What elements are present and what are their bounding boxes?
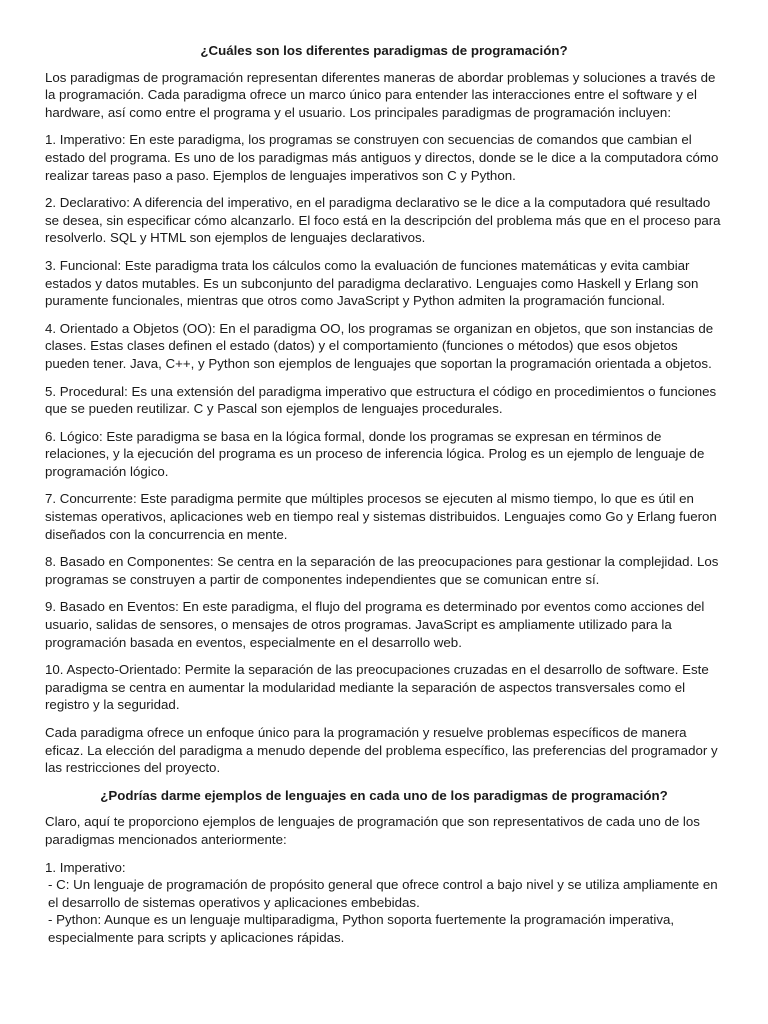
language-example-c: - C: Un lenguaje de programación de propósito general que ofrece control a bajo nivel y se utiliza ampliamente en el desarrollo de sistemas operativos y aplicaciones embebidas.: [48, 877, 718, 910]
paradigm-item-eventos: 9. Basado en Eventos: En este paradigma, el flujo del programa es determinado por eventos como acciones del usuario, salidas de sensores, o mensajes de otros programas. JavaScript es ampliamente utilizado para la programación basada en eventos, especialmente en el desarrollo web.: [45, 599, 705, 650]
paradigm-item-procedural: 5. Procedural: Es una extensión del paradigma imperativo que estructura el código en procedimientos o funciones que se pueden reutilizar. C y Pascal son ejemplos de lenguajes procedurales.: [45, 383, 717, 417]
language-example-python: - Python: Aunque es un lenguaje multiparadigma, Python soporta fuertemente la programación imperativa, especialmente para scripts y aplicaciones rápidas.: [48, 912, 675, 945]
language-group-heading: 1. Imperativo:: [45, 859, 126, 875]
section-1-intro: Los paradigmas de programación representan diferentes maneras de abordar problemas y soluciones a través de la programación. Cada paradigma ofrece un marco único para entender las interacciones entre el software y el hardware, así como entre el programa y el usuario. Los principales paradigmas de programación incluyen:: [45, 69, 716, 120]
paradigm-item-aspectos: 10. Aspecto-Orientado: Permite la separación de las preocupaciones cruzadas en el desarrollo de software. Este paradigma se centra en aumentar la modularidad mediante la separación de aspectos transversales como el registro y la seguridad.: [45, 662, 709, 713]
paradigm-item-funcional: 3. Funcional: Este paradigma trata los cálculos como la evaluación de funciones matemáticas y evita cambiar estados y datos mutables. Es un subconjunto del paradigma declarativo. Lenguajes como Haskell y Erlang son puramente funcionales, mientras que otros como JavaScript y Python admiten la programación funcional.: [45, 257, 699, 309]
paradigm-item-orientado-objetos: 4. Orientado a Objetos (OO): En el paradigma OO, los programas se organizan en objetos, que son instancias de clases. Estas clases definen el estado (datos) y el comportamiento (funciones o métodos) que esos objetos pueden tener. Java, C++, y Python son ejemplos de lenguajes que soportan la programación orientada a objetos.: [45, 320, 714, 371]
section-1-conclusion: Cada paradigma ofrece un enfoque único para la programación y resuelve problemas específicos de manera eficaz. La elección del paradigma a menudo depende del problema específico, las preferencias del programador y las restricciones del proyecto.: [45, 725, 718, 776]
paradigm-item-logico: 6. Lógico: Este paradigma se basa en la lógica formal, donde los programas se expresan en términos de relaciones, y la ejecución del programa es un proceso de inferencia lógica. Prolog es un ejemplo de lenguaje de programación lógico.: [45, 428, 705, 479]
paradigm-item-concurrente: 7. Concurrente: Este paradigma permite que múltiples procesos se ejecuten al mismo tiempo, lo que es útil en sistemas operativos, aplicaciones web en tiempo real y sistemas distribuidos. Lenguajes como Go y Erlang fueron diseñados con la concurrencia en mente.: [45, 491, 717, 542]
paradigm-item-declarativo: 2. Declarativo: A diferencia del imperativo, en el paradigma declarativo se le dice a la computadora qué resultado se desea, sin especificar cómo alcanzarlo. El foco está en la descripción del problema más que en el proceso para resolverlo. SQL y HTML son ejemplos de lenguajes declarativos.: [45, 195, 721, 246]
section-2-intro: Claro, aquí te proporciono ejemplos de lenguajes de programación que son representativos de cada uno de los paradigmas mencionados anteriormente:: [45, 814, 700, 847]
paradigm-item-imperativo: 1. Imperativo: En este paradigma, los programas se construyen con secuencias de comandos que cambian el estado del programa. Es uno de los paradigmas más antiguos y directos, donde se le dice a la computadora cómo realizar tareas paso a paso. Ejemplos de lenguajes imperativos son C y Python.: [45, 132, 719, 183]
section-2-heading: ¿Podrías darme ejemplos de lenguajes en cada uno de los paradigmas de programación?: [100, 787, 668, 803]
paradigm-item-componentes: 8. Basado en Componentes: Se centra en la separación de las preocupaciones para gestionar la complejidad. Los programas se construyen a partir de componentes independientes que se comunican entre sí.: [45, 554, 719, 587]
section-1-heading: ¿Cuáles son los diferentes paradigmas de programación?: [200, 43, 568, 58]
language-examples-imperativo: [45, 859, 723, 947]
